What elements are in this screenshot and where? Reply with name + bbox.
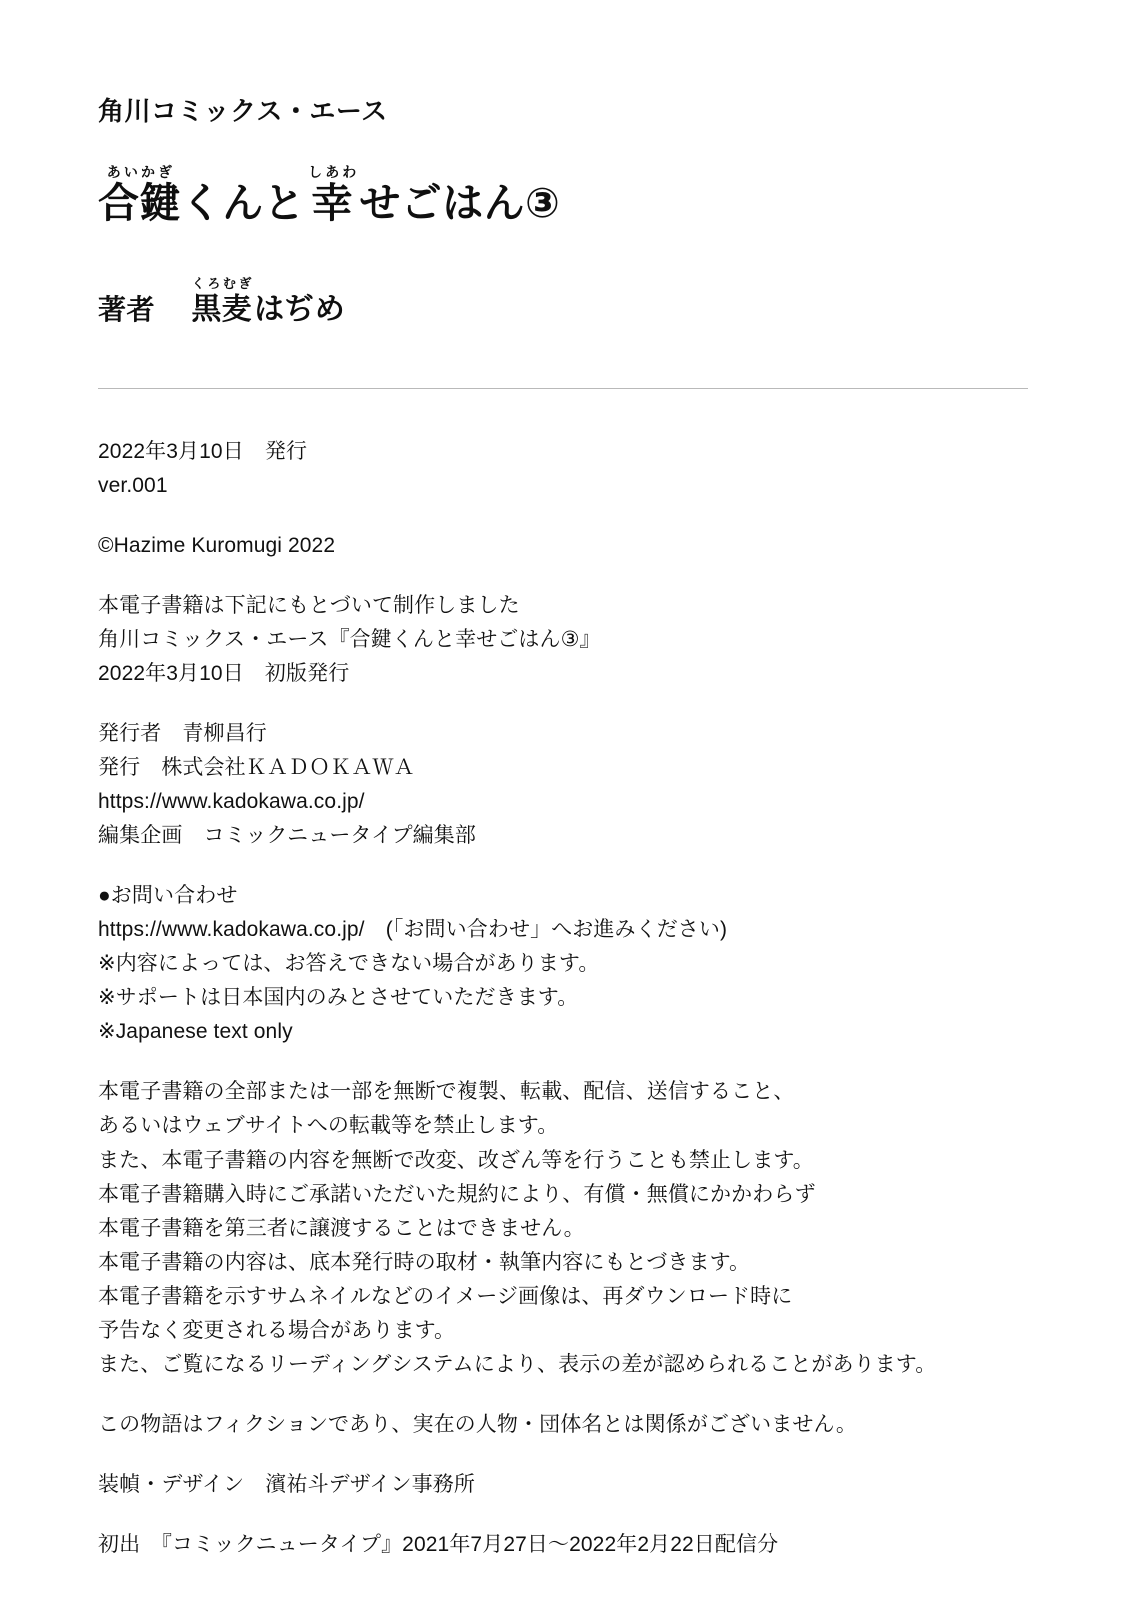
- publisher-block: [98, 717, 1025, 853]
- source-note: 本電子書籍は下記にもとづいて制作しました: [98, 594, 520, 618]
- terms-line-5: 本電子書籍を第三者に譲渡することはできません。: [98, 1216, 585, 1240]
- publication-date: 2022年3月10日 発行: [98, 440, 308, 464]
- terms-line-3: また、本電子書籍の内容を無断で改変、改ざん等を行うことも禁止します。: [98, 1148, 814, 1172]
- terms-line-7: 本電子書籍を示すサムネイルなどのイメージ画像は、再ダウンロード時に: [98, 1284, 793, 1308]
- terms-line-9: また、ご覧になるリーディングシステムにより、表示の差が認められることがあります。: [98, 1352, 937, 1376]
- terms-line-2: あるいはウェブサイトへの転載等を禁止します。: [98, 1114, 559, 1138]
- source-date: 2022年3月10日 初版発行: [98, 662, 350, 686]
- author-name-base: 黒麦: [191, 293, 252, 327]
- title-ruby-2: しあわ: [308, 164, 360, 181]
- editorial-department: 編集企画 コミックニュータイプ編集部: [98, 824, 476, 848]
- contact-note-1: ※内容によっては、お答えできない場合があります。: [98, 952, 600, 976]
- title-ruby-group-2: [305, 165, 359, 225]
- source-edition-block: [98, 589, 1025, 691]
- fiction-disclaimer: この物語はフィクションであり、実在の人物・団体名とは関係がございません。: [98, 1412, 857, 1436]
- terms-line-6: 本電子書籍の内容は、底本発行時の取材・執筆内容にもとづきます。: [98, 1250, 751, 1274]
- colophon-body: [98, 435, 1025, 1561]
- design-credit: 装幀・デザイン 濱祐斗デザイン事務所: [98, 1472, 475, 1496]
- author-label: 著者: [98, 294, 156, 326]
- first-publication: 初出 『コミックニュータイプ』2021年7月27日〜2022年2月22日配信分: [98, 1532, 779, 1556]
- first-publication-block: [98, 1528, 1025, 1562]
- fiction-disclaimer-block: [98, 1408, 1025, 1442]
- book-title: [98, 165, 1025, 225]
- title-rest: せごはん③: [359, 180, 561, 227]
- terms-block: [98, 1075, 1025, 1381]
- publisher-person: 発行者 青柳昌行: [98, 722, 267, 746]
- author-line: [98, 277, 1025, 326]
- publisher-company: 発行 株式会社ＫＡＤＯＫＡＷＡ: [98, 756, 415, 780]
- publisher-url[interactable]: https://www.kadokawa.co.jp/: [98, 790, 365, 814]
- copyright-line: ©Hazime Kuromugi 2022: [98, 534, 336, 558]
- version: ver.001: [98, 474, 168, 498]
- author-name-rest: はぢめ: [254, 293, 346, 327]
- design-credit-block: [98, 1468, 1025, 1502]
- publication-date-block: [98, 435, 1025, 503]
- author-ruby-group: [189, 277, 254, 326]
- source-title: 角川コミックス・エース『合鍵くんと幸せごはん③』: [98, 628, 601, 652]
- terms-line-8: 予告なく変更される場合があります。: [98, 1318, 456, 1342]
- author-ruby: くろむぎ: [191, 276, 255, 292]
- contact-note-2: ※サポートは日本国内のみとさせていただきます。: [98, 986, 579, 1010]
- contact-note-3: ※Japanese text only: [98, 1020, 293, 1044]
- imprint-label: 角川コミックス・エース: [98, 96, 388, 126]
- contact-block: [98, 879, 1025, 1049]
- contact-url[interactable]: https://www.kadokawa.co.jp/ (「お問い合わせ」へお進みください): [98, 918, 728, 942]
- title-mid: くんと: [180, 180, 306, 227]
- terms-line-4: 本電子書籍購入時にご承諾いただいた規約により、有償・無償にかかわらず: [98, 1182, 816, 1206]
- title-ruby-1: あいかぎ: [106, 164, 176, 181]
- contact-heading: ●お問い合わせ: [98, 884, 238, 908]
- copyright-block: [98, 529, 1025, 563]
- title-base-1: 合鍵: [98, 180, 181, 227]
- title-base-2: 幸: [311, 180, 353, 227]
- divider: [98, 388, 1028, 389]
- terms-line-1: 本電子書籍の全部または一部を無断で複製、転載、配信、送信すること、: [98, 1080, 795, 1104]
- title-ruby-group-1: [98, 165, 181, 225]
